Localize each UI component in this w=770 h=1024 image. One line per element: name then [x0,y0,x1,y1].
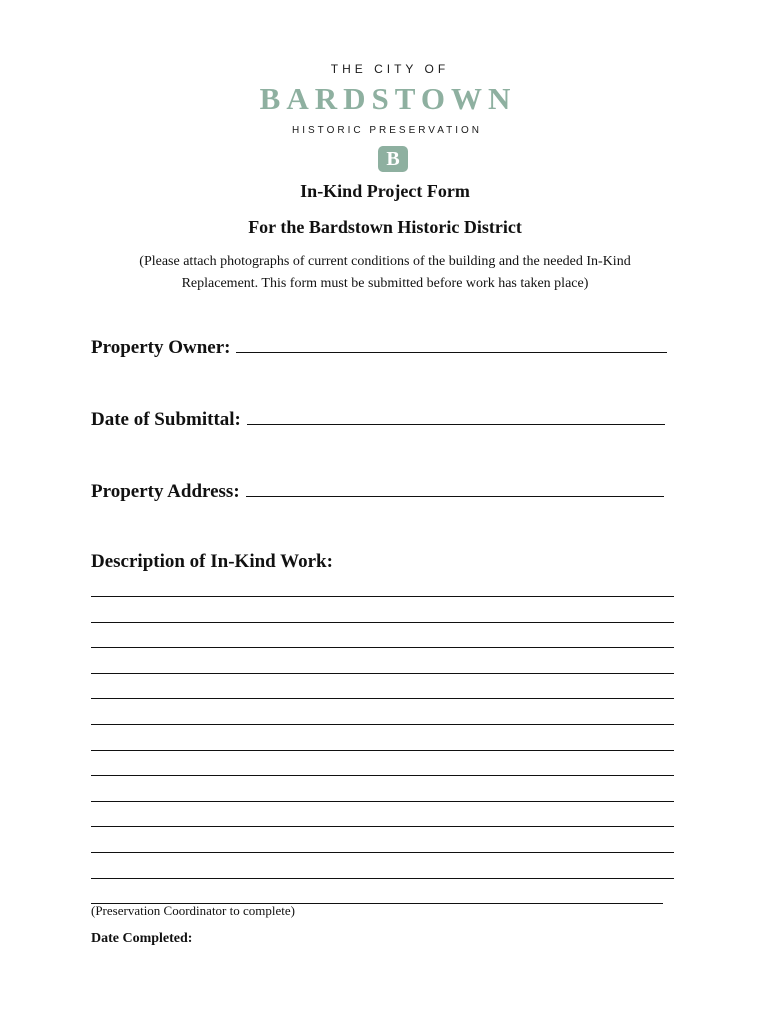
instructions-note [80,251,690,295]
description-lines[interactable] [91,596,674,904]
description-line[interactable] [91,827,674,853]
description-line[interactable] [91,879,663,905]
description-line[interactable] [91,776,674,802]
description-line[interactable] [91,853,674,879]
logo-badge-icon: B [378,146,408,172]
property-owner-label: Property Owner: [91,337,231,358]
note-line-2: Replacement. This form must be submitted before work has taken place) [181,276,589,291]
logo-sub-text: HISTORIC PRESERVATION [291,125,483,136]
date-of-submittal-label: Date of Submittal: [91,409,241,430]
date-completed-label: Date Completed: [91,931,193,946]
description-line[interactable] [91,751,674,777]
description-line[interactable] [91,802,674,828]
coordinator-note: (Preservation Coordinator to complete) [91,903,295,918]
logo-main-text: BARDSTOWN [259,81,517,116]
description-line[interactable] [91,674,674,700]
logo-top-text: THE CITY OF [330,62,450,76]
description-line[interactable] [91,648,674,674]
property-address-blank[interactable] [246,480,664,497]
description-line[interactable] [91,725,674,751]
date-of-submittal-field[interactable] [91,408,665,431]
bardstown-logo [0,60,770,172]
form-title: In-Kind Project Form [300,181,470,201]
date-of-submittal-blank[interactable] [247,408,665,425]
description-line[interactable] [91,597,674,623]
property-address-field[interactable] [91,480,664,503]
form-subtitle: For the Bardstown Historic District [248,217,522,237]
description-line[interactable] [91,699,674,725]
property-address-label: Property Address: [91,481,240,502]
description-field [91,551,333,573]
description-label: Description of In-Kind Work: [91,551,333,572]
property-owner-blank[interactable] [236,336,667,353]
property-owner-field[interactable] [91,336,667,359]
description-line[interactable] [91,623,674,649]
note-line-1: (Please attach photographs of current conditions of the building and the needed In-Kind [139,254,631,269]
